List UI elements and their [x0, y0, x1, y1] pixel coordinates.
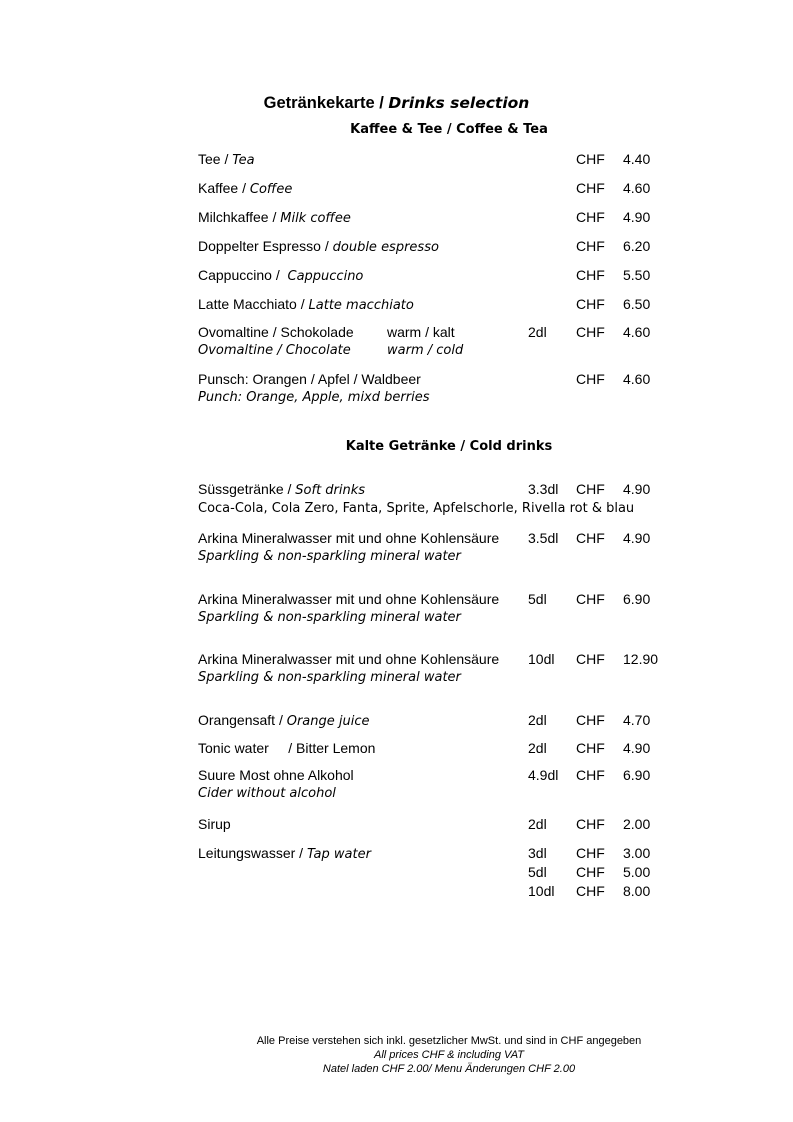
price: 5.00 [623, 864, 651, 880]
currency: CHF [576, 371, 605, 387]
currency: CHF [576, 209, 605, 225]
menu-item-punch: Punsch: Orangen / Apfel / Waldbeer [198, 371, 421, 387]
ovomaltine-english: Ovomaltine / Chocolate [198, 343, 351, 358]
currency: CHF [576, 883, 605, 899]
currency: CHF [576, 845, 605, 861]
size: 10dl [528, 651, 555, 667]
menu-item-tonic: Tonic water / Bitter Lemon [198, 740, 376, 756]
price: 4.60 [623, 180, 651, 196]
menu-item-mineral-water: Arkina Mineralwasser mit und ohne Kohlensäure [198, 591, 500, 607]
price: 4.70 [623, 712, 651, 728]
price: 4.60 [623, 371, 651, 387]
size: 10dl [528, 883, 555, 899]
price: 4.90 [623, 740, 651, 756]
menu-item-ovomaltine: Ovomaltine / Schokolade [198, 324, 354, 340]
mineral-water-english: Sparkling & non-sparkling mineral water [198, 610, 461, 625]
price: 3.00 [623, 845, 651, 861]
page-title [0, 94, 793, 113]
menu-item-latte: Latte Macchiato / Latte macchiato [198, 296, 414, 313]
currency: CHF [576, 816, 605, 832]
price: 2.00 [623, 816, 651, 832]
size: 2dl [528, 816, 547, 832]
section-cold-drinks: Kalte Getränke / Cold drinks [345, 439, 553, 454]
size: 4.9dl [528, 767, 559, 783]
currency: CHF [576, 767, 605, 783]
price: 12.90 [623, 651, 659, 667]
currency: CHF [576, 151, 605, 167]
currency: CHF [576, 712, 605, 728]
size: 5dl [528, 864, 547, 880]
size: 2dl [528, 712, 547, 728]
price: 5.50 [623, 267, 651, 283]
size: 3dl [528, 845, 547, 861]
price: 6.90 [623, 591, 651, 607]
price: 6.90 [623, 767, 651, 783]
punch-english: Punch: Orange, Apple, mixd berries [198, 390, 430, 405]
price: 8.00 [623, 883, 651, 899]
size: 3.3dl [528, 481, 559, 497]
currency: CHF [576, 481, 605, 497]
size: 2dl [528, 740, 547, 756]
section-hot-drinks: Kaffee & Tee / Coffee & Tea [350, 122, 548, 137]
menu-item-soft-drinks: Süssgetränke / Soft drinks [198, 481, 366, 498]
currency: CHF [576, 267, 605, 283]
ovomaltine-options: warm / kalt [387, 324, 455, 340]
price: 4.40 [623, 151, 651, 167]
currency: CHF [576, 530, 605, 546]
menu-item-orange-juice: Orangensaft / Orange juice [198, 712, 370, 729]
mineral-water-english: Sparkling & non-sparkling mineral water [198, 670, 461, 685]
soft-drinks-list: Coca-Cola, Cola Zero, Fanta, Sprite, Apfelschorle, Rivella rot & blau [198, 501, 635, 516]
footer-vat-note: Alle Preise verstehen sich inkl. gesetzlicher MwSt. und sind in CHF angegeben [256, 1035, 642, 1047]
size: 2dl [528, 324, 547, 340]
currency: CHF [576, 651, 605, 667]
currency: CHF [576, 324, 605, 340]
currency: CHF [576, 296, 605, 312]
menu-item-tap-water: Leitungswasser / Tap water [198, 845, 371, 862]
cider-english: Cider without alcohol [198, 786, 336, 801]
mineral-water-english: Sparkling & non-sparkling mineral water [198, 549, 461, 564]
title-english: Drinks selection [388, 94, 530, 112]
currency: CHF [576, 238, 605, 254]
price: 6.50 [623, 296, 651, 312]
menu-item-coffee: Kaffee / Coffee [198, 180, 293, 197]
menu-item-mineral-water: Arkina Mineralwasser mit und ohne Kohlensäure [198, 530, 500, 546]
currency: CHF [576, 591, 605, 607]
price: 4.60 [623, 324, 651, 340]
menu-item-tea: Tee / Tea [198, 151, 255, 168]
menu-item-cider: Suure Most ohne Alkohol [198, 767, 354, 783]
size: 5dl [528, 591, 547, 607]
price: 4.90 [623, 481, 651, 497]
currency: CHF [576, 180, 605, 196]
menu-item-sirup: Sirup [198, 816, 231, 832]
menu-item-milk-coffee: Milchkaffee / Milk coffee [198, 209, 351, 226]
price: 4.90 [623, 209, 651, 225]
menu-item-mineral-water: Arkina Mineralwasser mit und ohne Kohlensäure [198, 651, 500, 667]
menu-item-espresso: Doppelter Espresso / double espresso [198, 238, 439, 255]
menu-item-cappuccino: Cappuccino / Cappuccino [198, 267, 364, 284]
currency: CHF [576, 864, 605, 880]
ovomaltine-options-english: warm / cold [387, 343, 464, 358]
title-german: Getränkekarte / [263, 94, 389, 112]
price: 4.90 [623, 530, 651, 546]
price: 6.20 [623, 238, 651, 254]
footer-extra-charges: Natel laden CHF 2.00/ Menu Änderungen CHF 2.00 [322, 1063, 576, 1075]
currency: CHF [576, 740, 605, 756]
footer-vat-note-english: All prices CHF & including VAT [374, 1049, 524, 1061]
size: 3.5dl [528, 530, 559, 546]
